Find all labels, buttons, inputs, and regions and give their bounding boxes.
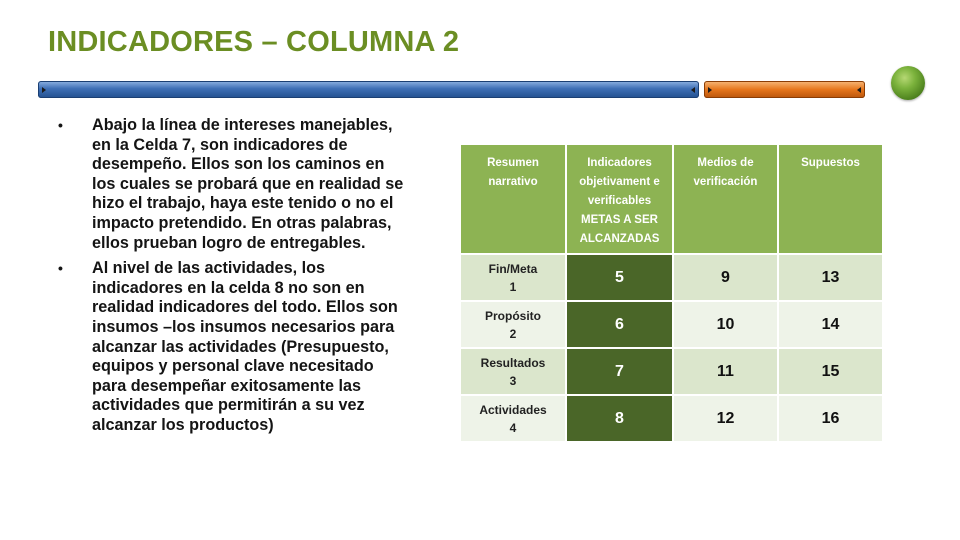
row-label-cell: [460, 254, 566, 301]
row-number: 1: [509, 279, 517, 294]
indicator-cell: 5: [566, 254, 673, 301]
table-row-fin-meta: [460, 254, 883, 301]
header-resumen-narrativo: Resumen narrativo: [460, 144, 566, 254]
row-label-cell: [460, 348, 566, 395]
blue-divider-bar: [38, 81, 699, 98]
slide-title: INDICADORES – COLUMNA 2: [48, 26, 460, 58]
assumption-cell: 15: [778, 348, 883, 395]
verification-cell: 10: [673, 301, 778, 348]
bullet-icon: •: [58, 260, 63, 277]
row-number: 3: [509, 373, 517, 388]
bullet-list: [58, 116, 410, 442]
header-medios-verificacion: Medios de verificación: [673, 144, 778, 254]
verification-cell: 9: [673, 254, 778, 301]
bullet-item-2: [58, 259, 410, 435]
row-label: Propósito: [485, 308, 541, 323]
bullet-text-1: Abajo la línea de intereses manejables, en la Celda 7, son indicadores de desempeño. Ellos son los caminos en los cuales se probará que en realidad se hizo el trabajo, haya este tenido o no el impacto pretendido. En otras palabras, ellos prueban logro de entregables.: [92, 116, 404, 252]
green-circle-icon: [891, 66, 925, 100]
header-indicadores: Indicadores objetivament e verificables METAS A SER ALCANZADAS: [566, 144, 673, 254]
row-label-cell: [460, 301, 566, 348]
bullet-icon: •: [58, 117, 63, 133]
verification-cell: 11: [673, 348, 778, 395]
orange-divider-bar: [704, 81, 865, 98]
indicator-cell: 7: [566, 348, 673, 395]
table-row-resultados: [460, 348, 883, 395]
row-number: 4: [509, 420, 517, 435]
row-label-cell: [460, 395, 566, 442]
assumption-cell: 16: [778, 395, 883, 442]
indicator-cell: 6: [566, 301, 673, 348]
bullet-item-1: [58, 116, 410, 253]
verification-cell: 12: [673, 395, 778, 442]
row-number: 2: [509, 326, 517, 341]
row-label: Fin/Meta: [488, 261, 538, 276]
bullet-text-2: Al nivel de las actividades, los indicadores en la celda 8 no son en realidad indicadores del todo. Ellos son insumos –los insumos necesarios para alcanzar las actividades (Presupuesto, equipos y personal clave necesitado para desempeñar exitosamente las actividades que permitirán a su vez alcanzar los productos): [92, 259, 398, 434]
indicator-cell: 8: [566, 395, 673, 442]
table-header-row: [460, 144, 883, 254]
logical-framework-table: [459, 143, 884, 443]
row-label: Actividades: [479, 402, 547, 417]
assumption-cell: 13: [778, 254, 883, 301]
table-row-actividades: [460, 395, 883, 442]
row-label: Resultados: [480, 355, 546, 370]
table-row-proposito: [460, 301, 883, 348]
header-supuestos: Supuestos: [778, 144, 883, 254]
assumption-cell: 14: [778, 301, 883, 348]
